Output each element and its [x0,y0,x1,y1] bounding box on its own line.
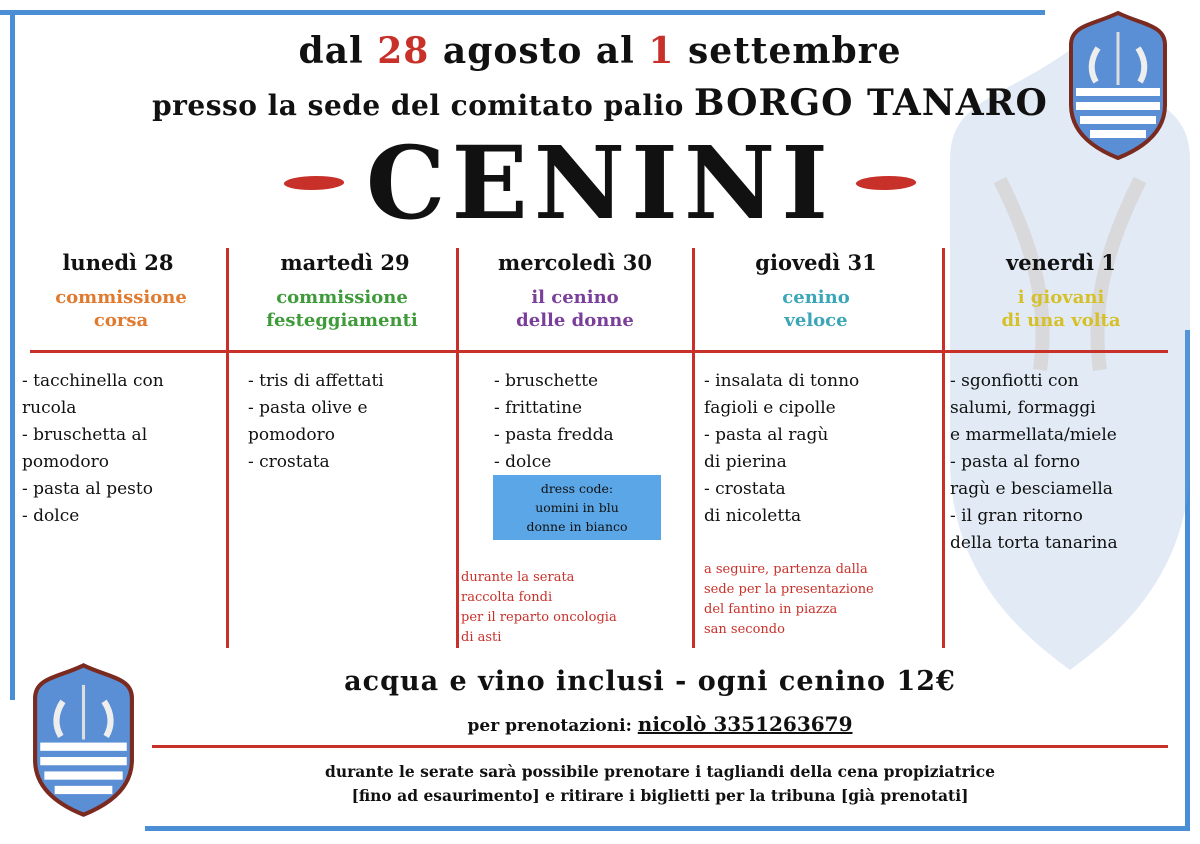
title-right-dash [854,176,919,190]
day-label-tuesday: martedì 29 [280,250,410,275]
group-name-tuesday: commissione festeggiamenti [266,287,418,331]
group-name-thursday: cenino veloce [782,287,850,331]
page-title: CENINI [0,128,1200,238]
group-name-friday: i giovani di una volta [1001,287,1121,331]
frame-top-line [0,10,1045,15]
booking-contact: nicolò 3351263679 [637,712,853,736]
date-range-heading: dal 28 agosto al 1 settembre [298,30,902,72]
menu-list-monday: - tacchinella con rucola - bruschetta al pomodoro - pasta al pesto - dolce [22,371,164,526]
booking-label: per prenotazioni: [467,716,632,736]
day-label-monday: lunedì 28 [62,250,174,275]
column-divider [692,248,695,648]
menu-list-friday: - sgonfiotti con salumi, formaggi e marmellata/miele - pasta al forno ragù e besciamella - il gran ritorno della torta tanarina [950,371,1118,553]
menu-list-thursday: - insalata di tonno fagioli e cipolle - pasta al ragù di pierina - crostata di nicoletta [704,371,860,526]
group-name-monday: commissione corsa [55,287,187,331]
footer-divider [152,745,1168,748]
day-label-thursday: giovedì 31 [755,250,877,275]
frame-bottom-line [145,826,1190,831]
group-name-wednesday: il cenino delle donne [516,287,634,331]
fundraising-note: durante la serata raccolta fondi per il reparto oncologia di asti [461,570,617,645]
header-divider [30,350,1168,353]
jockey-presentation-note: a seguire, partenza dalla sede per la presentazione del fantino in piazza san secondo [704,562,874,637]
dress-code-box: dress code: uomini in blu donne in bianco [493,475,661,540]
booking-info [0,712,1200,736]
title-left-dash [281,176,346,190]
menu-list-wednesday: - bruschette - frittatine - pasta fredda - dolce [494,371,614,472]
menu-list-tuesday: - tris di affettati - pasta olive e pomodoro - crostata [248,371,384,472]
price-info: acqua e vino inclusi - ogni cenino 12€ [344,666,956,697]
bottom-notice: durante le serate sarà possibile prenotare i tagliandi della cena propiziatrice [fino ad esaurimento] e ritirare i biglietti per la tribuna [già prenotati] [324,762,995,805]
day-label-wednesday: mercoledì 30 [498,250,652,275]
day-label-friday: venerdì 1 [1006,250,1116,275]
location-heading: presso la sede del comitato palio BORGO TANARO [152,82,1048,124]
borgo-tanaro-crest-icon [1068,10,1168,160]
